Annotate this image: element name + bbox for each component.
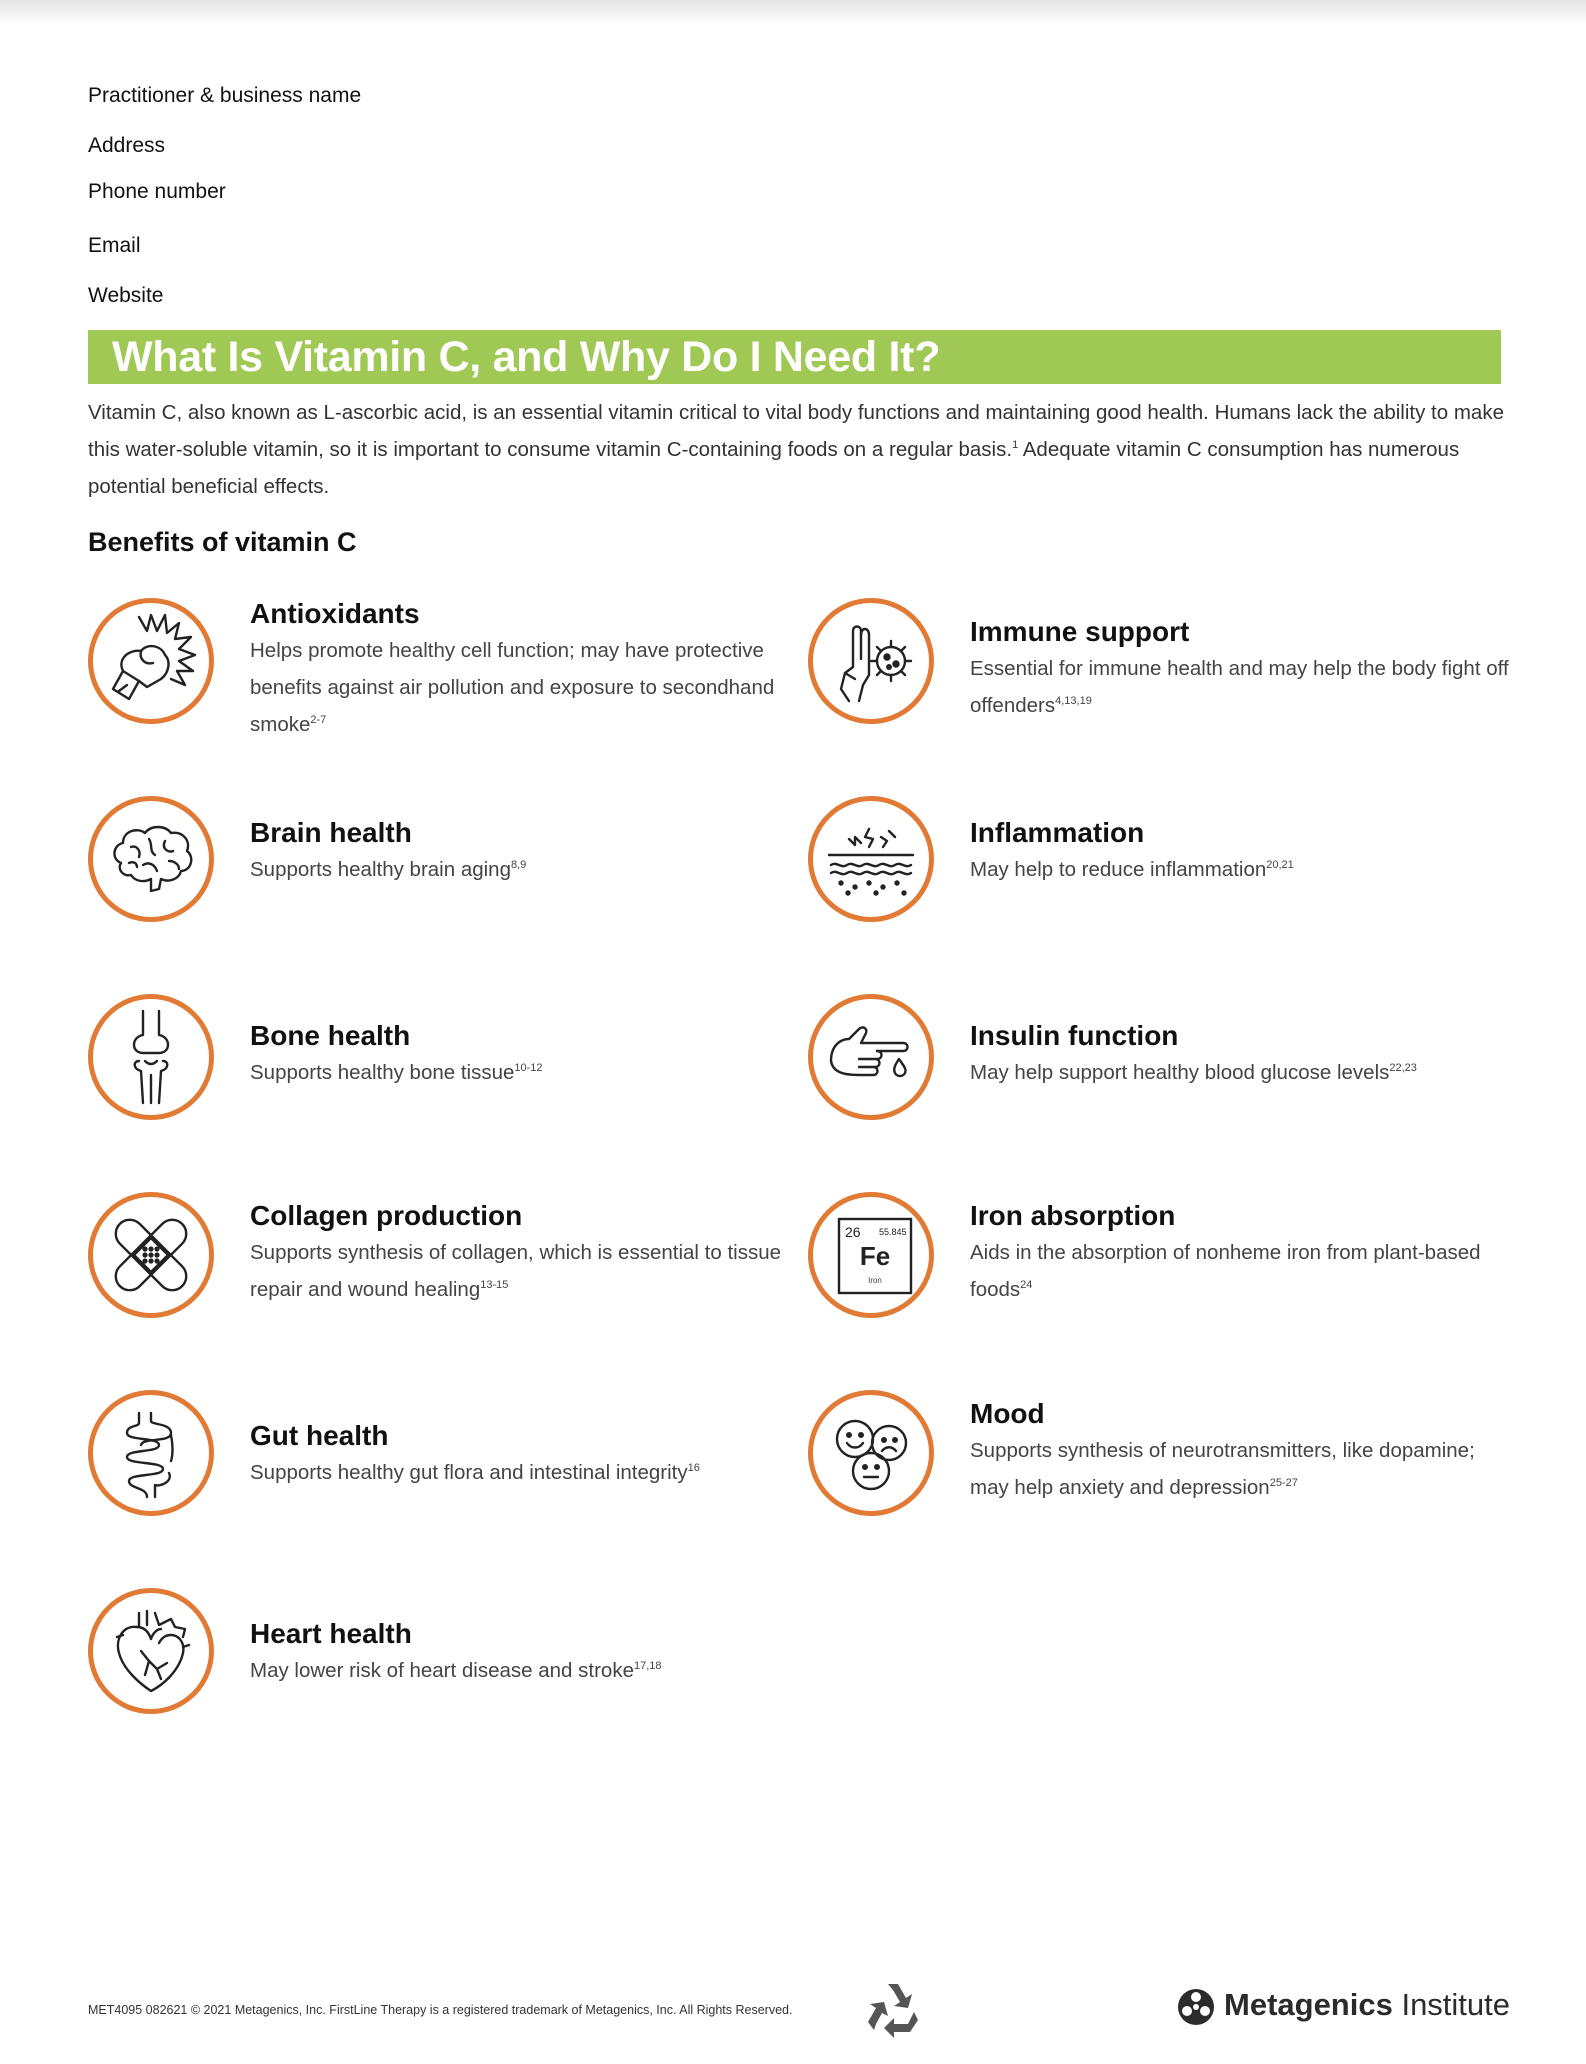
benefit-title: Insulin function <box>970 1020 1179 1051</box>
benefit-title: Gut health <box>250 1420 389 1451</box>
benefit-gut-text <box>250 1420 790 1491</box>
benefit-desc: May help to reduce inflammation <box>970 858 1267 881</box>
metagenics-logo-icon <box>1176 1987 1216 2027</box>
brand-name: Metagenics <box>1224 1987 1393 2022</box>
benefit-inflammation-text <box>970 817 1510 888</box>
iron-element-name: Iron <box>868 1276 882 1285</box>
metagenics-brand-text <box>1224 1987 1510 2023</box>
stop-hand-virus-icon <box>808 598 934 724</box>
website-label: Website <box>88 284 164 307</box>
top-shade <box>0 0 1586 26</box>
benefit-desc: Supports synthesis of collagen, which is essential to tissue repair and wound healing <box>250 1241 781 1301</box>
practitioner-name-label: Practitioner & business name <box>88 84 362 107</box>
intro-paragraph <box>88 394 1508 505</box>
benefits-heading: Benefits of vitamin C <box>88 527 357 557</box>
recycle-icon <box>862 1978 922 2038</box>
benefit-title: Immune support <box>970 616 1190 647</box>
benefit-ref: 2-7 <box>310 714 327 727</box>
boxing-glove-icon <box>88 598 214 724</box>
benefit-desc: Supports healthy brain aging <box>250 858 511 881</box>
benefit-ref: 8,9 <box>511 859 527 872</box>
benefit-ref: 10-12 <box>514 1062 543 1075</box>
benefit-bone-text <box>250 1020 790 1091</box>
iron-atomic-number: 26 <box>845 1224 861 1240</box>
benefit-ref: 25-27 <box>1269 1477 1298 1490</box>
benefit-ref: 24 <box>1020 1279 1033 1292</box>
intro-text-1: Vitamin C, also known as L-ascorbic acid, is an essential vitamin critical to vital body functions and maintaining good health. Humans lack the ability to make this water-soluble vitamin, so it is important to consume vitamin C-containing foods on a regular basis. <box>88 401 1504 461</box>
benefit-iron-text <box>970 1200 1510 1308</box>
benefit-immune-text <box>970 616 1510 724</box>
benefit-ref: 20,21 <box>1266 859 1294 872</box>
email-label: Email <box>88 234 141 257</box>
iron-symbol: Fe <box>859 1241 891 1271</box>
address-label: Address <box>88 134 166 157</box>
benefit-title: Brain health <box>250 817 412 848</box>
benefit-desc: May help support healthy blood glucose levels <box>970 1061 1390 1084</box>
benefit-brain-text <box>250 817 790 888</box>
benefit-desc: Supports healthy bone tissue <box>250 1061 515 1084</box>
finger-prick-icon <box>808 994 934 1120</box>
bone-joint-icon <box>88 994 214 1120</box>
benefit-desc: Helps promote healthy cell function; may have protective benefits against air pollution and exposure to secondhand smoke <box>250 639 775 736</box>
benefit-mood-text <box>970 1398 1510 1506</box>
brain-icon <box>88 796 214 922</box>
page-title: What Is Vitamin C, and Why Do I Need It? <box>112 333 941 381</box>
benefit-ref: 16 <box>687 1462 700 1475</box>
benefit-title: Inflammation <box>970 817 1145 848</box>
heart-icon <box>88 1588 214 1714</box>
benefit-collagen-text <box>250 1200 790 1308</box>
benefit-title: Antioxidants <box>250 598 420 629</box>
benefit-desc: May lower risk of heart disease and stroke <box>250 1659 634 1682</box>
benefit-ref: 4,13,19 <box>1055 695 1092 708</box>
benefit-title: Iron absorption <box>970 1200 1176 1231</box>
benefit-insulin-text <box>970 1020 1510 1091</box>
iron-element-icon <box>808 1192 934 1318</box>
benefit-title: Mood <box>970 1398 1045 1429</box>
faces-mood-icon <box>808 1390 934 1516</box>
iron-atomic-mass: 55.845 <box>879 1227 907 1237</box>
benefit-desc: Aids in the absorption of nonheme iron from plant-based foods <box>970 1241 1481 1301</box>
benefit-heart-text <box>250 1618 790 1689</box>
benefit-desc: Essential for immune health and may help the body fight off offenders <box>970 657 1509 717</box>
benefit-ref: 13-15 <box>480 1279 509 1292</box>
benefit-ref: 22,23 <box>1389 1062 1417 1075</box>
benefit-desc: Supports synthesis of neurotransmitters, like dopamine; may help anxiety and depression <box>970 1439 1475 1499</box>
benefit-title: Heart health <box>250 1618 412 1649</box>
brand-suffix: Institute <box>1392 1987 1511 2022</box>
benefit-ref: 17,18 <box>633 1660 662 1673</box>
phone-label: Phone number <box>88 180 226 203</box>
benefit-title: Collagen production <box>250 1200 523 1231</box>
intro-text-2: Adequate vitamin C consumption has numerous potential beneficial effects. <box>88 438 1460 498</box>
bandage-icon <box>88 1192 214 1318</box>
intro-ref: 1 <box>1012 439 1019 452</box>
inflamed-skin-icon <box>808 796 934 922</box>
benefit-antioxidants-text <box>250 598 790 743</box>
title-banner <box>88 330 1501 384</box>
benefit-desc: Supports healthy gut flora and intestinal integrity <box>250 1461 688 1484</box>
copyright-footer: MET4095 082621 © 2021 Metagenics, Inc. FirstLine Therapy is a registered trademark of Metagenics, Inc. All Rights Reserved. <box>88 2003 793 2017</box>
benefit-title: Bone health <box>250 1020 411 1051</box>
intestine-icon <box>88 1390 214 1516</box>
